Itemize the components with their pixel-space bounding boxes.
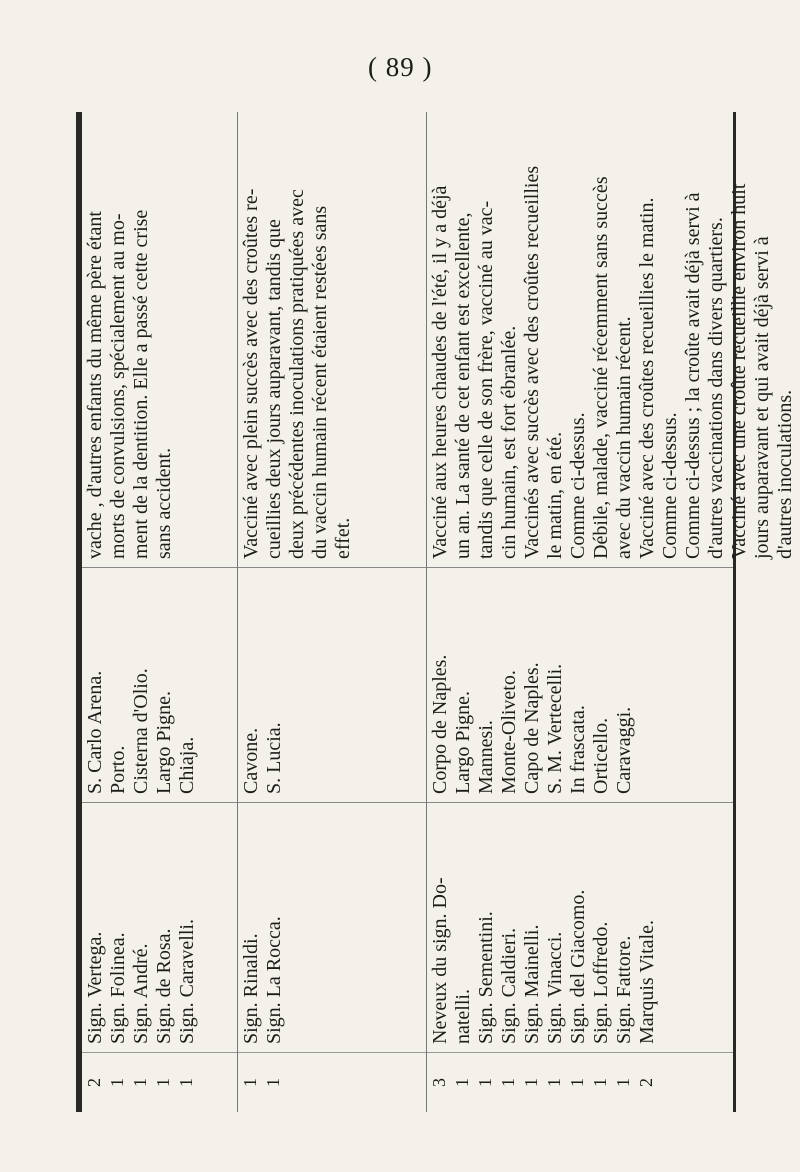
observation-column — [82, 112, 237, 567]
location-column-line: Cisterna d'Olio. — [130, 668, 152, 794]
observation-column-line: du vaccin humain récent étaient restées sans — [308, 205, 331, 559]
observation-column-line: Débile, malade, vacciné récemment sans succès — [590, 176, 612, 559]
name-column — [82, 802, 237, 1052]
count-column-line: 1 — [590, 1078, 610, 1087]
name-column — [427, 802, 733, 1052]
name-column-line: Sign. del Giacomo. — [567, 889, 589, 1044]
location-column — [82, 567, 237, 802]
table-group — [427, 112, 796, 1112]
location-column-line: S. M. Vertecelli. — [544, 663, 566, 794]
count-column-line: 1 — [498, 1078, 518, 1087]
table-group — [82, 112, 238, 1112]
name-column — [238, 802, 426, 1052]
name-column-line: natelli. — [452, 989, 474, 1044]
name-column-line: Sign. Caravelli. — [176, 919, 198, 1044]
count-column-line: 1 — [613, 1078, 633, 1087]
name-column-line: Sign. Vinacci. — [544, 931, 566, 1044]
location-column — [427, 567, 733, 802]
count-column — [82, 1052, 237, 1112]
observation-column — [238, 112, 426, 567]
count-column-line: 1 — [176, 1078, 196, 1087]
observation-column-line: tandis que celle de son frère, vacciné au vac- — [475, 200, 497, 559]
observation-column-line: le matin, en été. — [544, 431, 566, 559]
observation-column-line: Vacciné avec une croûte recueillie environ huit — [728, 183, 750, 559]
observation-column-line: d'autres inoculations. — [774, 389, 796, 559]
observation-column-line: d'autres vaccinations dans divers quartiers. — [705, 217, 727, 559]
vaccination-table — [76, 112, 796, 1112]
count-column-line: 1 — [452, 1078, 472, 1087]
name-column-line: Sign. Vertega. — [84, 931, 106, 1044]
observation-column-line: effet. — [331, 517, 354, 559]
observation-column-line: deux précédentes inoculations pratiquées avec — [285, 189, 308, 559]
location-column-line: Largo Pigne. — [153, 691, 175, 794]
location-column — [238, 567, 426, 802]
location-column-line: Caravaggi. — [613, 706, 635, 794]
observation-column — [427, 112, 796, 567]
location-column-line: S. Carlo Arena. — [84, 670, 106, 794]
observation-column-line: sans accident. — [153, 447, 175, 559]
count-column-line: 3 — [429, 1078, 449, 1087]
name-column-line: Sign. Caldieri. — [498, 927, 520, 1044]
location-column-line: Monte-Oliveto. — [498, 670, 520, 794]
name-column-line: Sign. André. — [130, 943, 152, 1044]
name-column-line: Marquis Vitale. — [636, 920, 658, 1044]
count-column-line: 1 — [153, 1078, 173, 1087]
count-column-line: 1 — [239, 1078, 260, 1087]
observation-column-line: Comme ci-dessus. — [659, 412, 681, 559]
count-column-line: 1 — [521, 1078, 541, 1087]
location-column-line: Chiaja. — [176, 736, 198, 794]
count-column — [427, 1052, 733, 1112]
count-column-line: 1 — [130, 1078, 150, 1087]
observation-column-line: ment de la dentition. Elle a passé cette crise — [130, 209, 152, 559]
location-column-line: Porto. — [107, 745, 129, 794]
name-column-line: Sign. Mainelli. — [521, 924, 543, 1044]
name-column-line: Sign. Folinea. — [107, 932, 129, 1044]
observation-column-line: jours auparavant et qui avait déjà servi à — [751, 236, 773, 559]
rotated-table-frame — [76, 112, 796, 1112]
location-column-line: Largo Pigne. — [452, 691, 474, 794]
name-column-line: Sign. La Rocca. — [262, 916, 285, 1044]
observation-column-line: morts de convulsions, spécialement au mo- — [107, 213, 129, 559]
observation-column-line: Comme ci-dessus. — [567, 412, 589, 559]
table-group — [238, 112, 427, 1112]
location-column-line: Capo de Naples. — [521, 662, 543, 794]
observation-column-line: cueillies deux jours auparavant, tandis que — [262, 219, 285, 559]
observation-column-line: Vacciné aux heures chaudes de l'été, il y a déjà — [429, 185, 451, 559]
name-column-line: Sign. Sementini. — [475, 911, 497, 1044]
name-column-line: Sign. Loffredo. — [590, 921, 612, 1044]
location-column-line: Orticello. — [590, 717, 612, 794]
observation-column-line: Comme ci-dessus ; la croûte avait déjà servi à — [682, 192, 704, 559]
count-column-line: 1 — [544, 1078, 564, 1087]
observation-column-line: Vacciné avec des croûtes recueillies le matin. — [636, 197, 658, 559]
observation-column-line: un an. La santé de cet enfant est excellente, — [452, 212, 474, 559]
name-column-line: Sign. de Rosa. — [153, 928, 175, 1044]
count-column-line: 2 — [84, 1078, 104, 1087]
count-column-line: 1 — [262, 1078, 283, 1087]
name-column-line: Sign. Fattore. — [613, 935, 635, 1044]
name-column-line: Neveux du sign. Do- — [429, 877, 451, 1044]
observation-column-line: Vaccinés avec succès avec des croûtes recueillies — [521, 165, 543, 559]
location-column-line: In frascata. — [567, 705, 589, 794]
location-column-line: Mannesi. — [475, 720, 497, 794]
count-column-line: 1 — [107, 1078, 127, 1087]
name-column-line: Sign. Rinaldi. — [239, 933, 262, 1044]
count-column-line: 1 — [567, 1078, 587, 1087]
count-column-line: 2 — [636, 1078, 656, 1087]
location-column-line: Cavone. — [239, 727, 262, 794]
count-column — [238, 1052, 426, 1112]
observation-column-line: vache , d'autres enfants du même père étant — [84, 211, 106, 559]
location-column-line: S. Lucia. — [262, 722, 285, 794]
observation-column-line: avec du vaccin humain récent. — [613, 316, 635, 559]
observation-column-line: cin humain, est fort ébranlée. — [498, 325, 520, 559]
location-column-line: Corpo de Naples. — [429, 654, 451, 794]
observation-column-line: Vacciné avec plein succès avec des croûtes re- — [239, 188, 262, 559]
page-number: ( 89 ) — [368, 52, 433, 82]
count-column-line: 1 — [475, 1078, 495, 1087]
